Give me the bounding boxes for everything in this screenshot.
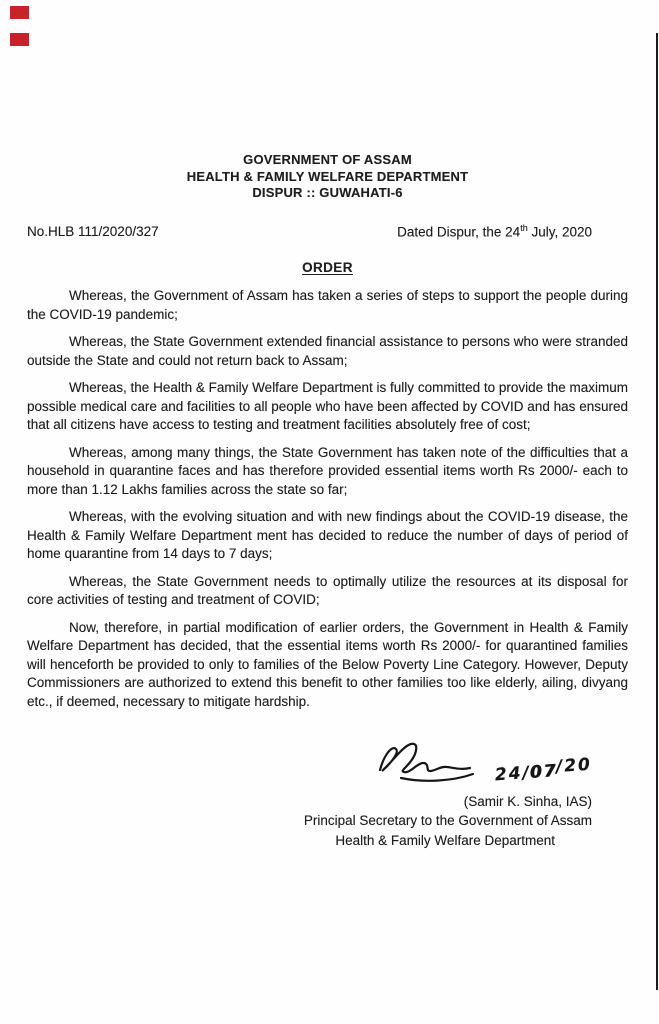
signatory-name: (Samir K. Sinha, IAS) xyxy=(463,793,592,809)
letterhead-line-department: HEALTH & FAMILY WELFARE DEPARTMENT xyxy=(186,168,469,184)
signature-row xyxy=(373,737,592,785)
order-paragraph-4: Whereas, among many things, the State Government has taken note of the difficulties that a household in quarantine faces and has therefore provided essential items worth Rs 2000/- each to more than 1.12 Lakhs families across the state so far; xyxy=(27,444,628,497)
document-content xyxy=(27,152,628,850)
order-paragraph-1: Whereas, the Government of Assam has taken a series of steps to support the people during the COVID-19 pandemic; xyxy=(27,288,628,322)
handwritten-signature xyxy=(373,737,491,785)
handwritten-date-year: /20 xyxy=(554,754,593,777)
signature-block xyxy=(27,737,628,850)
signatory-department: Health & Family Welfare Department xyxy=(335,832,555,848)
reference-date-prefix: Dated Dispur, the 24 xyxy=(397,224,521,239)
red-scan-mark-top xyxy=(10,6,29,19)
red-scan-mark-bottom xyxy=(10,33,29,46)
reference-date xyxy=(397,219,628,242)
reference-date-suffix: July, 2020 xyxy=(527,224,592,239)
order-heading: ORDER xyxy=(302,259,353,275)
reference-number: No.HLB 111/2020/327 xyxy=(27,224,159,239)
order-paragraph-3: Whereas, the Health & Family Welfare Department is fully committed to provide the maximum possible medical care and facilities to all people who have been affected by COVID and has ensured that all citizens have access to testing and treatment facilities absolutely free of cost; xyxy=(27,380,628,432)
handwritten-date-month: 07 xyxy=(528,760,558,783)
document-letterhead xyxy=(27,152,628,202)
handwritten-date-day: 24/ xyxy=(493,762,532,785)
signatory-designation: Principal Secretary to the Government of Assam xyxy=(303,813,592,828)
letterhead-line-government: GOVERNMENT OF ASSAM xyxy=(243,152,412,167)
order-paragraph-5: Whereas, with the evolving situation and with new findings about the COVID-19 disease, the Health & Family Welfare Department ment has decided to reduce the number of days of period of home quarantine from 14 days to 7 days; xyxy=(27,509,628,561)
reference-date-ordinal: th xyxy=(520,222,528,233)
order-paragraph-2: Whereas, the State Government extended financial assistance to persons who were stranded outside the State and could not return back to Assam; xyxy=(27,334,628,368)
order-paragraph-6: Whereas, the State Government needs to optimally utilize the resources at its disposal for core activities of testing and treatment of COVID; xyxy=(27,573,628,607)
handwritten-date xyxy=(493,754,593,788)
letterhead-line-address: DISPUR :: GUWAHATI-6 xyxy=(252,185,403,200)
scan-edge-line xyxy=(656,33,658,990)
order-paragraph-7: Now, therefore, in partial modification of earlier orders, the Government in Health & Family Welfare Department has decided, that the essential items worth Rs 2000/- for quarantined families will henceforth be provided to only to families of the Below Poverty Line Category. However, Deputy Commissioners are authorized to extend this benefit to other families too like elderly, ailing, divyang etc., if deemed, necessary to mitigate hardship. xyxy=(27,619,628,709)
order-body xyxy=(27,287,628,711)
reference-row xyxy=(27,219,628,242)
